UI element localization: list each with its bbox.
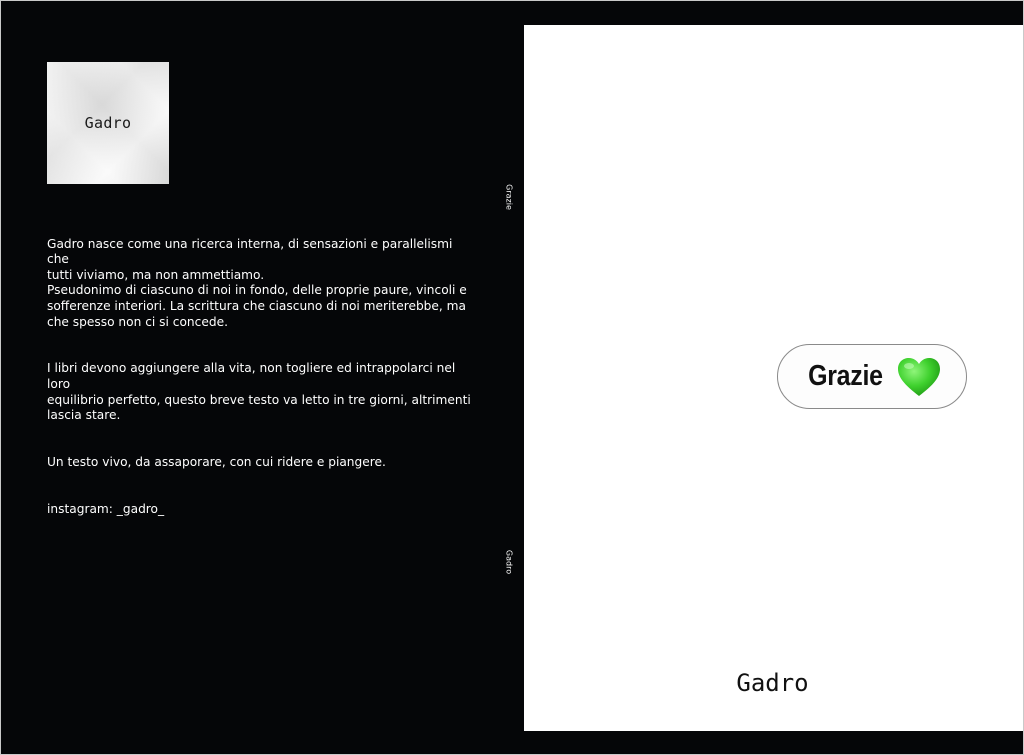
spine-title: Grazie	[504, 184, 514, 210]
back-cover	[1, 1, 494, 754]
spine	[494, 1, 524, 754]
cover-author-name: Gadro	[736, 669, 809, 697]
cover-title: Grazie	[807, 360, 883, 392]
front-cover	[524, 25, 1023, 731]
spine-author: Gadro	[504, 549, 514, 575]
blurb-paragraph-3: Un testo vivo, da assaporare, con cui ridere e piangere.	[47, 454, 386, 469]
logo-text: Gadro	[84, 114, 132, 132]
back-cover-blurb	[47, 221, 477, 548]
instagram-handle: instagram: _gadro_	[47, 501, 165, 516]
author-logo	[47, 62, 169, 184]
green-heart-icon	[896, 356, 942, 398]
cover-author	[524, 669, 1023, 697]
title-bubble	[777, 344, 967, 409]
blurb-paragraph-2: I libri devono aggiungere alla vita, non togliere ed intrappolarci nel loro equilibrio perfetto, questo breve testo va letto in tre giorni, altrimenti lascia stare.	[47, 361, 471, 423]
blurb-paragraph-1: Gadro nasce come una ricerca interna, di sensazioni e parallelismi che tutti viviamo, ma non ammettiamo. Pseudonimo di ciascuno di noi in fondo, delle proprie paure, vincoli e sofferenze interiori. La scrittura che ciascuno di noi meriterebbe, ma che spesso non ci si concede.	[47, 236, 467, 329]
